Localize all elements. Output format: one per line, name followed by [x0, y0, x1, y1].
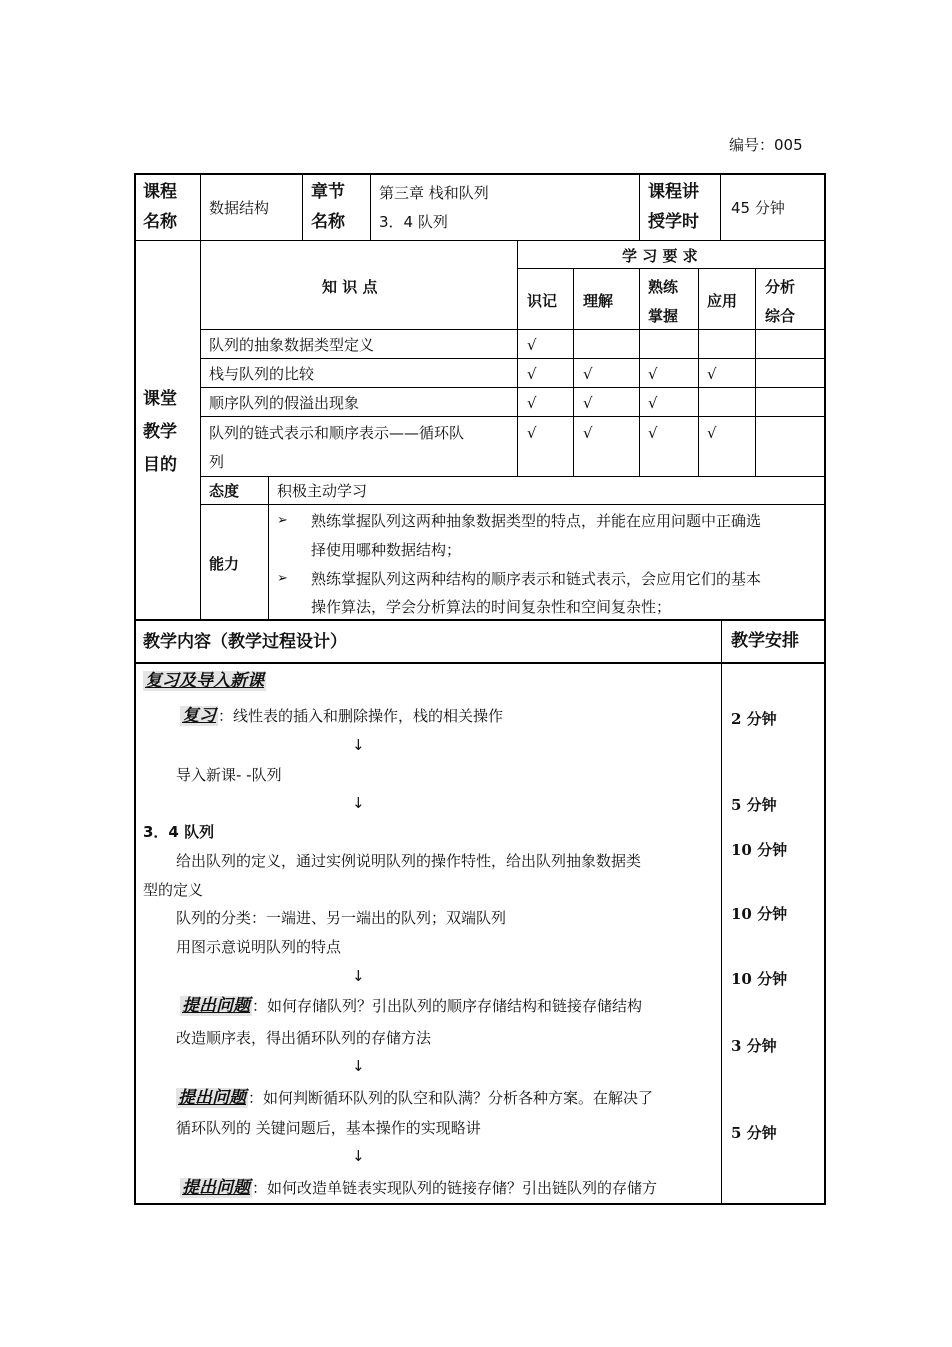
review-line: 复习 ：线性表的插入和删除操作，栈的相关操作 [182, 706, 504, 726]
intro-text: 导入新课- -队列 [176, 766, 282, 784]
knowledge-row-4-line-1: 队列的链式表示和顺序表示——循环队 [209, 424, 465, 442]
knowledge-row-2: 栈与队列的比较 [209, 365, 315, 383]
hours-label-2: 授学时 [648, 212, 699, 232]
chapter-line-1: 第三章 栈和队列 [379, 184, 489, 202]
arrangement-title: 教学安排 [731, 631, 799, 651]
question-3-line-1: 提出问题 ：如何改造单链表实现队列的链接存储？引出链队列的存储方 [182, 1178, 658, 1198]
knowledge-row-1: 队列的抽象数据类型定义 [209, 336, 375, 354]
ability-item-1-line-1: 熟练掌握队列这两种抽象数据类型的特点，并能在应用问题中正确选 [311, 512, 762, 530]
diagram-text: 用图示意说明队列的特点 [176, 938, 342, 956]
question-1-line-1: 提出问题 ：如何存储队列？引出队列的顺序存储结构和链接存储结构 [182, 996, 643, 1016]
content-title: 教学内容（教学过程设计） [143, 632, 347, 652]
mark-4-4: √ [707, 424, 717, 442]
mark-3-3: √ [648, 394, 658, 412]
mark-4-3: √ [648, 424, 658, 442]
mark-2-3: √ [648, 365, 658, 383]
question-2-line-1: 提出问题 ：如何判断循环队列的队空和队满？分析各种方案。在解决了 [178, 1088, 654, 1108]
classification-text: 队列的分类：一端进、另一端出的队列；双端队列 [176, 909, 507, 927]
time-3: 10 分钟 [731, 841, 788, 859]
review-heading: 复习及导入新课 [145, 671, 264, 691]
hours-label-1: 课程讲 [648, 182, 699, 202]
chapter-label-1: 章节 [311, 182, 345, 202]
course-name-label-2: 名称 [143, 212, 177, 232]
ability-item-2-line-2: 操作算法，学会分析算法的时间复杂性和空间复杂性； [311, 598, 672, 616]
mark-4-2: √ [583, 424, 593, 442]
mark-2-1: √ [527, 365, 537, 383]
objectives-label-3: 目的 [143, 455, 177, 475]
ability-item-1-line-2: 择使用哪种数据结构； [311, 541, 462, 559]
time-6: 3 分钟 [731, 1037, 777, 1055]
attitude-value: 积极主动学习 [277, 482, 368, 500]
definition-line-2: 型的定义 [143, 881, 204, 899]
objectives-label-1: 课堂 [143, 389, 177, 409]
section-heading: 3．4 队列 [143, 823, 215, 841]
time-7: 5 分钟 [731, 1124, 777, 1142]
mark-4-1: √ [527, 424, 537, 442]
column-master-1: 熟练 [648, 278, 679, 296]
column-analyze-2: 综合 [765, 307, 796, 325]
question-1-line-2: 改造顺序表，得出循环队列的存储方法 [176, 1029, 432, 1047]
arrow-down-icon: ↓ [352, 794, 365, 812]
column-understand: 理解 [583, 292, 614, 310]
arrow-down-icon: ↓ [352, 1147, 365, 1165]
arrow-down-icon: ↓ [352, 736, 365, 754]
column-analyze-1: 分析 [765, 278, 796, 296]
definition-line-1: 给出队列的定义，通过实例说明队列的操作特性，给出队列抽象数据类 [176, 852, 642, 870]
time-1: 2 分钟 [731, 710, 777, 728]
bullet-icon: ➢ [277, 513, 288, 528]
objectives-label-2: 教学 [143, 422, 177, 442]
arrow-down-icon: ↓ [352, 1057, 365, 1075]
course-name-value: 数据结构 [209, 199, 270, 217]
column-memorize: 识记 [527, 292, 558, 310]
ability-label: 能力 [209, 555, 240, 573]
mark-3-1: √ [527, 394, 537, 412]
document-number: 编号：005 [729, 136, 803, 154]
knowledge-row-3: 顺序队列的假溢出现象 [209, 394, 360, 412]
chapter-line-2: 3．4 队列 [379, 213, 448, 231]
mark-3-2: √ [583, 394, 593, 412]
mark-2-2: √ [583, 365, 593, 383]
hours-value: 45 分钟 [731, 199, 785, 217]
column-apply: 应用 [707, 292, 738, 310]
knowledge-row-4-line-2: 列 [209, 453, 225, 471]
mark-2-4: √ [707, 365, 717, 383]
chapter-label-2: 名称 [311, 212, 345, 232]
arrow-down-icon: ↓ [352, 967, 365, 985]
course-name-label-1: 课程 [143, 182, 177, 202]
bullet-icon: ➢ [277, 571, 288, 586]
time-5: 10 分钟 [731, 970, 788, 988]
ability-item-2-line-1: 熟练掌握队列这两种结构的顺序表示和链式表示，会应用它们的基本 [311, 570, 762, 588]
attitude-label: 态度 [209, 482, 240, 500]
knowledge-points-title: 知 识 点 [322, 278, 378, 296]
learning-requirements-title: 学 习 要 求 [622, 247, 698, 265]
column-master-2: 掌握 [648, 307, 679, 325]
question-2-line-2: 循环队列的 关键问题后，基本操作的实现略讲 [176, 1119, 481, 1137]
mark-1-1: √ [527, 336, 537, 354]
time-4: 10 分钟 [731, 905, 788, 923]
time-2: 5 分钟 [731, 796, 777, 814]
